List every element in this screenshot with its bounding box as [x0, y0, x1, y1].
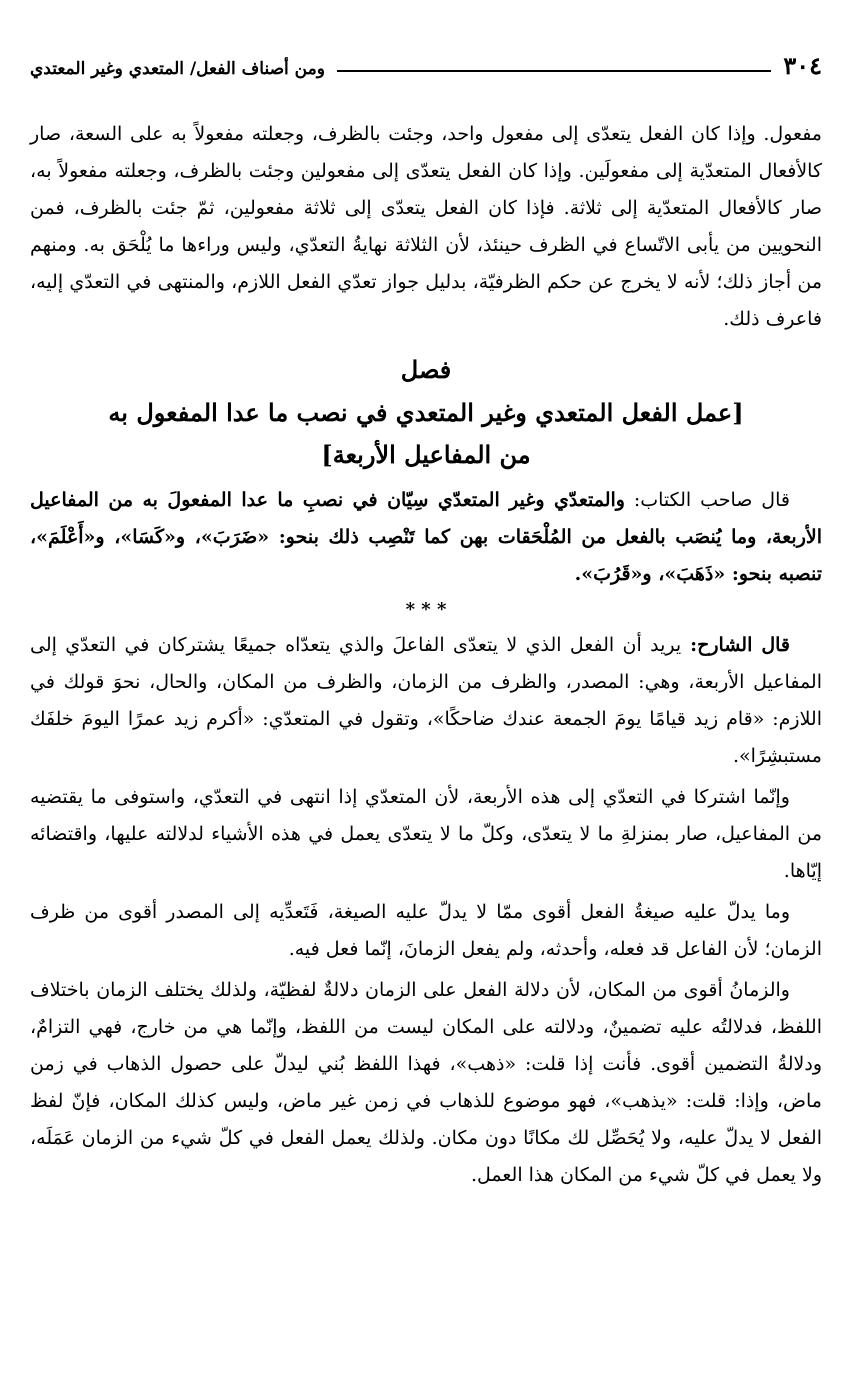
sharh-paragraph-1	[30, 627, 822, 775]
section-heading-line-1: [عمل الفعل المتعدي وغير المتعدي في نصب ما عدا المفعول به	[108, 398, 744, 427]
running-title: ومن أصناف الفعل/ المتعدي وغير المعتدي	[30, 59, 325, 79]
sharh-paragraph-3: وما يدلّ عليه صيغةُ الفعل أقوى ممّا لا يدلّ عليه الصيغة، فَتَعدِّيه إلى المصدر أقوى من ظرف الزمان؛ لأن الفاعل قد فعله، وأحدثه، ولم يفعل الزمانَ، إنّما فعل فيه.	[30, 901, 822, 960]
page-number: ٣٠٤	[783, 51, 822, 80]
sharh-paragraph-4: والزمانُ أقوى من المكان، لأن دلالة الفعل على الزمان دلالةٌ لفظيّة، ولذلك يختلف الزمان باختلاف اللفظ، فدلالتُه عليه تضمينٌ، ودلالته على المكان ليست من اللفظ، وإنّما هي من خارج، فهي التزامٌ، ودلالةُ التضمين أقوى. فأنت إذا قلت: «ذهب»، فهذا اللفظ بُني ليدلّ على حصول الذهاب في زمن ماض، وإذا: قلت: «يذهب»، فهو موضوع للذهاب في زمن غير ماض، وليس كذلك المكان، فإنّ لفظ الفعل لا يدلّ عليه، ولا يُحَصِّل لك مكانًا دون مكان. ولذلك يعمل الفعل في كلّ شيء من الزمان عَمَلَه، ولا يعمل في كلّ شيء من المكان هذا العمل.	[30, 979, 822, 1186]
book-page	[30, 38, 822, 1194]
header-rule	[337, 70, 771, 72]
sharh-lead: قال الشارح:	[681, 634, 790, 656]
separator-stars: * * *	[405, 599, 447, 620]
sharh-paragraph-2: وإنّما اشتركا في التعدّي إلى هذه الأربعة، لأن المتعدّي إذا انتهى في التعدّي، واستوفى ما يقتضيه من المفاعيل، صار بمنزلةِ ما لا يتعدّى، وكلّ ما لا يتعدّى يعمل في هذه الأشياء لدلالته عليها، واقتضائه إيّاها.	[30, 786, 822, 882]
paragraph-continuation: مفعول. وإذا كان الفعل يتعدّى إلى مفعول واحد، وجئت بالظرف، وجعلته مفعولاً به على السعة، صار كالأفعال المتعدّية إلى مفعولَين. وإذا كان الفعل يتعدّى إلى مفعولين وجئت بالظرف، وجعلته مفعولاً به، صار كالأفعال المتعدّية إلى ثلاثة. فإذا كان الفعل يتعدّى إلى ثلاثة مفعولين، ثمّ جئت بالظرف، فمن النحويين من يأبى الاتّساع في الظرف حينئذ، لأن الثلاثة نهايةُ التعدّي، وليس وراءها ما يُلْحَق به. ومنهم من أجاز ذلك؛ لأنه لا يخرج عن حكم الظرفيّة، بدليل جواز تعدّي الفعل اللازم، والمنتهى في التعدّي إليه، فاعرف ذلك.	[30, 123, 822, 330]
section-heading	[30, 392, 822, 476]
section-title: فصل	[400, 355, 452, 384]
matn-intro: قال صاحب الكتاب:	[624, 489, 790, 511]
sharh-text-1: يريد أن الفعل الذي لا يتعدّى الفاعلَ والذي يتعدّاه جميعًا يشتركان في التعدّي إلى المفاعيل الأربعة، وهي: المصدر، والظرف من الزمان، والظرف من المكان، والحال، نحوَ قولك في اللازم: «قام زيد قيامًا يومَ الجمعة عندك ضاحكًا»، وتقول في المتعدّي: «أكرم زيد عمرًا اليومَ خلفَك مستبشِرًا».	[30, 634, 822, 767]
matn-text: والمتعدّي وغير المتعدّي سِيّان في نصبِ ما عدا المفعولَ به من المفاعيل الأربعة، وما يُنصَب بالفعل من المُلْحَقات بهن كما تَنْصِب ذلك بنحو: «ضَرَبَ»، و«كَسَا»، و«أَعْلَمَ»، تنصبه بنحو: «ذَهَبَ»، و«قَرُبَ».	[30, 489, 822, 585]
matn-paragraph	[30, 482, 822, 593]
page-header	[30, 38, 822, 78]
section-heading-line-2: من المفاعيل الأربعة]	[321, 440, 531, 469]
